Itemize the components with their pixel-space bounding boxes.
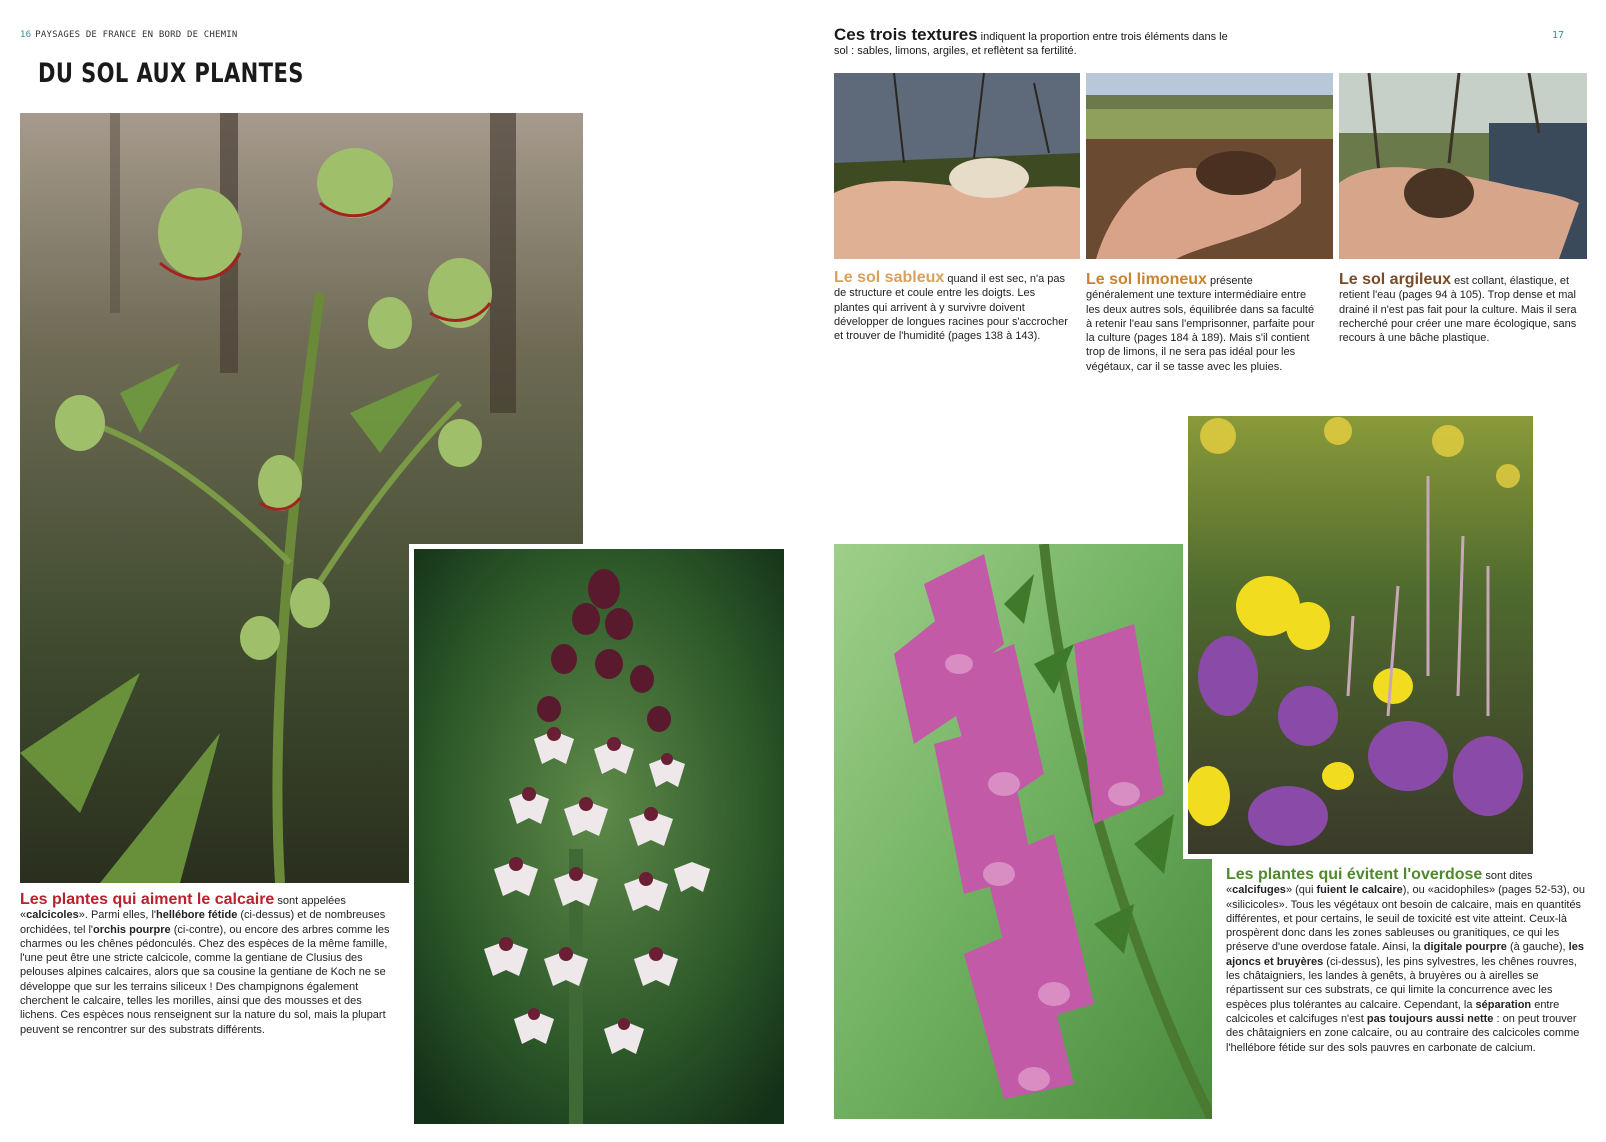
textures-intro: [834, 25, 1234, 58]
page-number-left: 16: [20, 30, 32, 40]
calcifuge-text-2: » (qui: [1285, 884, 1317, 897]
textures-text: indiquent la proportion entre trois éléments dans le sol : sables, limons, argiles, et reflètent sa fertilité.: [834, 31, 1228, 57]
calcifuge-text-1: sont dites «: [1226, 870, 1533, 897]
soil-title-loamy: Le sol limoneux: [1086, 271, 1207, 288]
calcifuge-text-4: (à gauche),: [1506, 941, 1569, 954]
section-title: DU SOL AUX PLANTES: [38, 58, 304, 89]
soil-text-loamy: présente généralement une texture intermédiaire entre les deux autres sols, équilibrée dans sa faculté à retenir l'eau sans l'emprisonner, parfaite pour la culture (pages 184 à 189). Mais s'il contient trop de limons, il ne sera pas idéal pour les végétaux, car il se tasse avec les pluies.: [1086, 275, 1315, 373]
textures-lead: Ces trois textures: [834, 25, 978, 44]
calcifuge-caption: [1226, 868, 1588, 1055]
calcicole-text-3: (ci-dessus) et de nombreuses orchidées, tel l': [20, 909, 386, 936]
calcifuge-text-3: ), ou «acidophiles» (pages 52-53), ou «silicicoles». Tous les végétaux ont besoin de calcaire, mais en quantités différentes, et pour certains, le seuil de toxicité est vite atteint. Ceux-là prospèrent donc dans les zones sableuses ou granitiques, ce qui les préserve d'une overdose fatale. Ainsi, la: [1226, 884, 1585, 954]
calcicole-text-2: ». Parmi elles, l': [78, 909, 157, 922]
calcifuge-bold-4: les ajoncs et bruyères: [1226, 941, 1584, 968]
soil-caption-clay: [1339, 273, 1589, 345]
calcifuge-bold-3: digitale pourpre: [1423, 941, 1507, 954]
soil-text-clay: est collant, élastique, et retient l'eau (pages 94 à 105). Trop dense et mal drainé il n'est pas fait pour la culture. Mais il sera recherché pour créer une mare écologique, sans recours à une bâche plastique.: [1339, 275, 1577, 345]
calcicole-bold-3: orchis pourpre: [93, 923, 171, 936]
soil-text-sandy: quand il est sec, n'a pas de structure et coule entre les doigts. Les plantes qui arrivent à y survivre doivent développer de longues racines pour s'accrocher et trouver de l'humidité (pages 138 à 143).: [834, 273, 1068, 343]
orchid-photo: [409, 544, 784, 1124]
gorse-heather-photo: [1183, 416, 1533, 859]
calcifuge-bold-6: pas toujours aussi nette: [1366, 1012, 1494, 1025]
running-header: [20, 30, 238, 40]
calcifuge-bold-2: fuient le calcaire: [1316, 884, 1403, 897]
calcicole-text-4: (ci-contre), ou encore des arbres comme les charmes ou les chênes pédonculés. Chez des espèces de la même famille, l'une peut être une stricte calcicole, comme la gentiane de Clusius des pelouses alpines calcaires, alors que sa cousine la gentiane de Koch ne se développe que sur les terrains siliceux ! Des champignons également cherchent le calcaire, telles les morilles, ainsi que des mousses et des lichens. Ces espèces nous renseignent sur la nature du sol, mais la plupart peuvent se rencontrer sur des substrats différents.: [20, 923, 390, 1036]
calcifuge-bold-5: séparation: [1475, 998, 1532, 1011]
calcicole-caption: [20, 893, 395, 1037]
running-title: PAYSAGES DE FRANCE EN BORD DE CHEMIN: [35, 30, 238, 40]
page-number-right: 17: [1551, 30, 1564, 41]
soil-caption-loamy: [1086, 273, 1318, 374]
calcifuge-bold-1: calcifuges: [1232, 884, 1286, 897]
calcicole-title: Les plantes qui aiment le calcaire: [20, 891, 275, 908]
calcifuge-text-6: entre calcicoles et calcifuges n'est: [1226, 998, 1560, 1025]
calcifuge-text-7: : on peut trouver des châtaigniers en zone calcaire, ou au contraire des calcicoles comme l'hellébore fétide sur des sols pauvres en carbonate de calcium.: [1226, 1012, 1580, 1054]
sandy-soil-photo: [834, 73, 1080, 259]
clay-soil-photo: [1339, 73, 1587, 259]
calcifuge-title: Les plantes qui évitent l'overdose: [1226, 866, 1483, 883]
calcicole-bold-1: calcicoles: [26, 909, 79, 922]
calcicole-text-1: sont appelées «: [20, 895, 346, 922]
soil-caption-sandy: [834, 271, 1069, 343]
calcicole-bold-2: hellébore fétide: [156, 909, 238, 922]
soil-title-sandy: Le sol sableux: [834, 269, 945, 286]
foxglove-photo: [834, 544, 1212, 1119]
loamy-soil-photo: [1086, 73, 1333, 259]
soil-title-clay: Le sol argileux: [1339, 271, 1452, 288]
calcifuge-text-5: (ci-dessus), les pins sylvestres, les chênes rouvres, les châtaigniers, les landes à genêts, à bruyères ou à airelles se répartissent sur ces substrats, ce qui limite la concurrence avec les espèces plus tolérantes au calcaire. Cependant, la: [1226, 955, 1577, 1011]
